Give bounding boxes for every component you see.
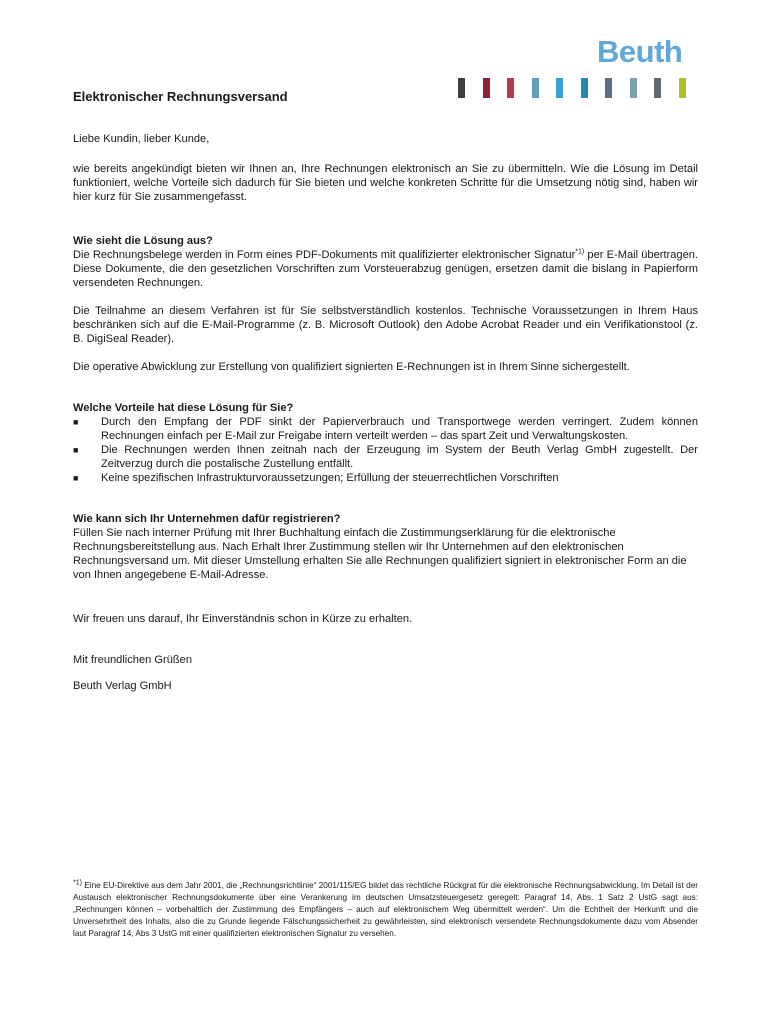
logo-bar [532,78,539,98]
solution-paragraph-3: Die operative Abwicklung zur Erstellung von qualifiziert signierten E-Rechnungen ist in Ihrem Sinne sichergestellt. [73,361,630,373]
bullet-icon: ■ [73,417,79,427]
document-title: Elektronischer Rechnungsversand [73,89,288,104]
footnote-marker: *1) [73,879,82,887]
logo-bar [556,78,563,98]
logo-bar [605,78,612,98]
logo-bar [458,78,465,98]
section-heading-benefits: Welche Vorteile hat diese Lösung für Sie? [73,402,294,414]
logo-bar [630,78,637,98]
signature: Beuth Verlag GmbH [73,680,172,692]
footnote-reference: *1) [575,248,585,256]
beuth-logo: Beuth [597,34,683,69]
logo-color-bars [458,78,698,98]
letter-body [73,132,698,693]
section-heading-solution: Wie sieht die Lösung aus? [73,235,213,247]
bullet-icon: ■ [73,473,79,483]
solution-paragraph-1: Die Rechnungsbelege werden in Form eines PDF-Dokuments mit qualifizierter elektronischer Signatur$^{*1)}$ per E-Mail übertragen. Diese Dokumente, die den gesetzlichen Vorschriften zum Vorsteuerabzug genügen, ersetzen damit die bislang in Papierform versendeten Rechnungen. [73,248,698,289]
logo-bar [679,78,686,98]
closing-line: Wir freuen uns darauf, Ihr Einverständnis schon in Kürze zu erhalten. [73,613,413,625]
logo-bar [654,78,661,98]
benefits-list [73,415,698,485]
list-item: ■ Durch den Empfang der PDF sinkt der Papierverbrauch und Transportwege werden verringert. Zudem können Rechnungen einfach per E-Mail zur Freigabe intern verteilt werden – das spart Zeit und Verwaltungskosten. [73,416,698,442]
greeting: Mit freundlichen Grüßen [73,654,193,666]
solution-paragraph-2: Die Teilnahme an diesem Verfahren ist für Sie selbstverständlich kostenlos. Technische Voraussetzungen in Ihrem Haus beschränken sich auf die E-Mail-Programme (z. B. Microsoft Outlook) den Adobe Acrobat Reader und ein Verifikationstool (z. B. DigiSeal Reader). [73,305,698,345]
list-item: ■ Keine spezifischen Infrastrukturvoraussetzungen; Erfüllung der steuerrechtlichen Vorschriften [73,472,559,484]
section-heading-registration: Wie kann sich Ihr Unternehmen dafür registrieren? [73,513,341,525]
footnote [73,880,698,940]
logo-bar [581,78,588,98]
registration-paragraph: Füllen Sie nach interner Prüfung mit Ihrer Buchhaltung einfach die Zustimmungserklärung für die elektronische Rechnungsbereitstellung aus. Nach Erhalt Ihrer Zustimmung stellen wir Ihr Unternehmen auf den elektronischen Rechnungsversand um. Mit dieser Umstellung erhalten Sie alle Rechnungen qualifiziert signiert in elektronischer Form an die von Ihnen angegebene E-Mail-Adresse. [73,527,687,581]
logo-bar [507,78,514,98]
intro-paragraph: wie bereits angekündigt bieten wir Ihnen an, Ihre Rechnungen elektronisch an Sie zu übermitteln. Wie die Lösung im Detail funktioniert, welche Vorteile sich dadurch für Sie bieten und welche konkreten Schritte für die Umsetzung nötig sind, haben wir hier kurz für Sie zusammengefasst. [73,163,698,203]
bullet-icon: ■ [73,445,79,455]
logo-bar [483,78,490,98]
list-item: ■ Die Rechnungen werden Ihnen zeitnah nach der Erzeugung im System der Beuth Verlag GmbH zugestellt. Der Zeitverzug durch die postalische Zustellung entfällt. [73,444,698,470]
salutation: Liebe Kundin, lieber Kunde, [73,133,210,145]
footnote-text: Eine EU-Direktive aus dem Jahr 2001, die „Rechnungsrichtlinie“ 2001/115/EG bildet das rechtliche Rückgrat für die elektronische Rechnungsabwicklung. Im Detail ist der Austausch elektronischer Rechnungsdokumente über eine Verankerung im deutschen Umsatzsteuergesetz geregelt: Paragraf 14, Abs. 1 Satz 2 UstG sagt aus: „Rechnungen können – vorbehaltlich der Zustimmung des Empfängers – auch auf elektronischem Weg übermittelt werden“. Um die Echtheit der Herkunft und die Unversehrtheit des Inhalts, also die zu Grunde liegende Fälschungssicherheit zu gewährleisten, sind elektronisch versendete Rechnungsdokumente dazu vom Absender laut Paragraf 14, Abs 3 UstG mit einer qualifizierten elektronischen Signatur zu versehen. [73,881,698,938]
